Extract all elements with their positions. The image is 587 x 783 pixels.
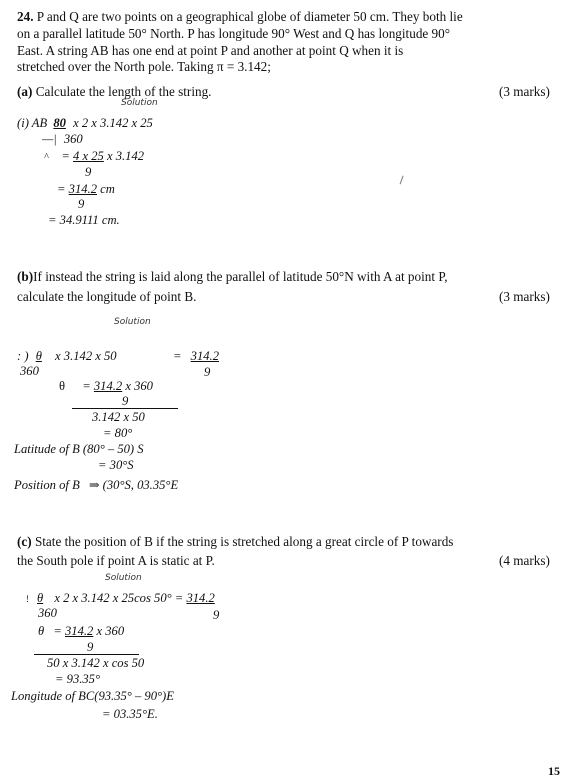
angle-80: 80 (53, 116, 66, 130)
part-c-solution-label: Solution (105, 573, 142, 583)
part-c-line-8: = 03.35°E. (102, 707, 158, 721)
part-a-line-1: (i) AB 80 x 2 x 3.142 x 25 (17, 116, 153, 130)
part-c-marks: (4 marks) (499, 553, 550, 568)
part-a-line-2: —| 360 (42, 132, 83, 146)
part-b-line-1-eq: = 314.2 (173, 349, 219, 363)
part-a-line-6: 9 (78, 197, 85, 211)
part-b-line-7: Latitude of B (80° – 50) S (14, 442, 144, 456)
part-b-fraction-bar (72, 408, 178, 409)
part-b-line-1: : ) θ x 3.142 x 50 (17, 349, 117, 363)
part-a-line-4: 9 (85, 165, 92, 179)
part-b-label: (b) (17, 269, 34, 284)
intro-line-1: P and Q are two points on a geographical globe of diameter 50 cm. They both lie (36, 9, 463, 24)
intro-line-3: East. A string AB has one end at point P and another at point Q when it is (17, 42, 404, 58)
part-c-question-line-1 (17, 535, 453, 548)
part-c-fraction-bar (34, 654, 139, 655)
part-c-line-5: 50 x 3.142 x cos 50 (47, 656, 145, 670)
part-c-line-1: ! θ x 2 x 3.142 x 25cos 50° = 314.2 (26, 591, 215, 605)
part-c-line-6: = 93.35° (55, 672, 101, 686)
part-a-question (17, 85, 211, 98)
part-b-line-2: 360 (20, 364, 39, 378)
stray-mark (400, 176, 407, 186)
part-c-label: (c) (17, 534, 32, 549)
part-b-line-6: = 80° (103, 426, 133, 440)
part-a-label: (a) (17, 84, 33, 99)
part-b-line-4: 9 (122, 394, 129, 408)
part-b-line-8: = 30°S (98, 458, 134, 472)
part-b-question-line-2: calculate the longitude of point B. (17, 289, 197, 304)
part-a-text: Calculate the length of the string. (35, 84, 212, 99)
part-a-solution-label: Solution (121, 98, 158, 108)
part-c-line-2: 360 (38, 606, 57, 620)
question-intro (17, 9, 463, 76)
intro-line-2: on a parallel latitude 50° North. P has longitude 90° West and Q has longitude 90° (17, 25, 451, 41)
part-b-line-5: 3.142 x 50 (92, 410, 145, 424)
part-c-line-2-nine: 9 (213, 608, 220, 622)
part-a-line-3: ^ = 4 x 25 x 3.142 (44, 149, 145, 163)
part-c-line-4: 9 (87, 640, 94, 654)
part-a-line-5: = 314.2 cm (57, 182, 115, 196)
part-a-marks: (3 marks) (499, 84, 550, 99)
part-c-line-3: θ = 314.2 x 360 (38, 624, 125, 638)
part-b-line-3: θ = 314.2 x 360 (59, 379, 153, 393)
part-b-line-2-nine: 9 (204, 365, 211, 379)
part-c-line-7: Longitude of BC(93.35° – 90°)E (11, 689, 174, 703)
part-b-marks: (3 marks) (499, 289, 550, 304)
part-b-line-9: Position of B ⇒ (30°S, 03.35°E (14, 478, 179, 492)
part-b-text-1: If instead the string is laid along the parallel of latitude 50°N with A at point P, (33, 269, 448, 284)
part-b-solution-label: Solution (114, 317, 151, 327)
part-c-question-line-2: the South pole if point A is static at P. (17, 553, 215, 568)
part-a-line-7: = 34.9111 cm. (48, 213, 120, 227)
page-number: 15 (548, 764, 560, 778)
intro-line-4: stretched over the North pole. Taking π = 3.142; (17, 59, 271, 75)
question-number: 24. (17, 9, 34, 24)
part-b-question-line-1 (17, 270, 448, 283)
part-c-text-1: State the position of B if the string is stretched along a great circle of P towards (34, 534, 454, 549)
